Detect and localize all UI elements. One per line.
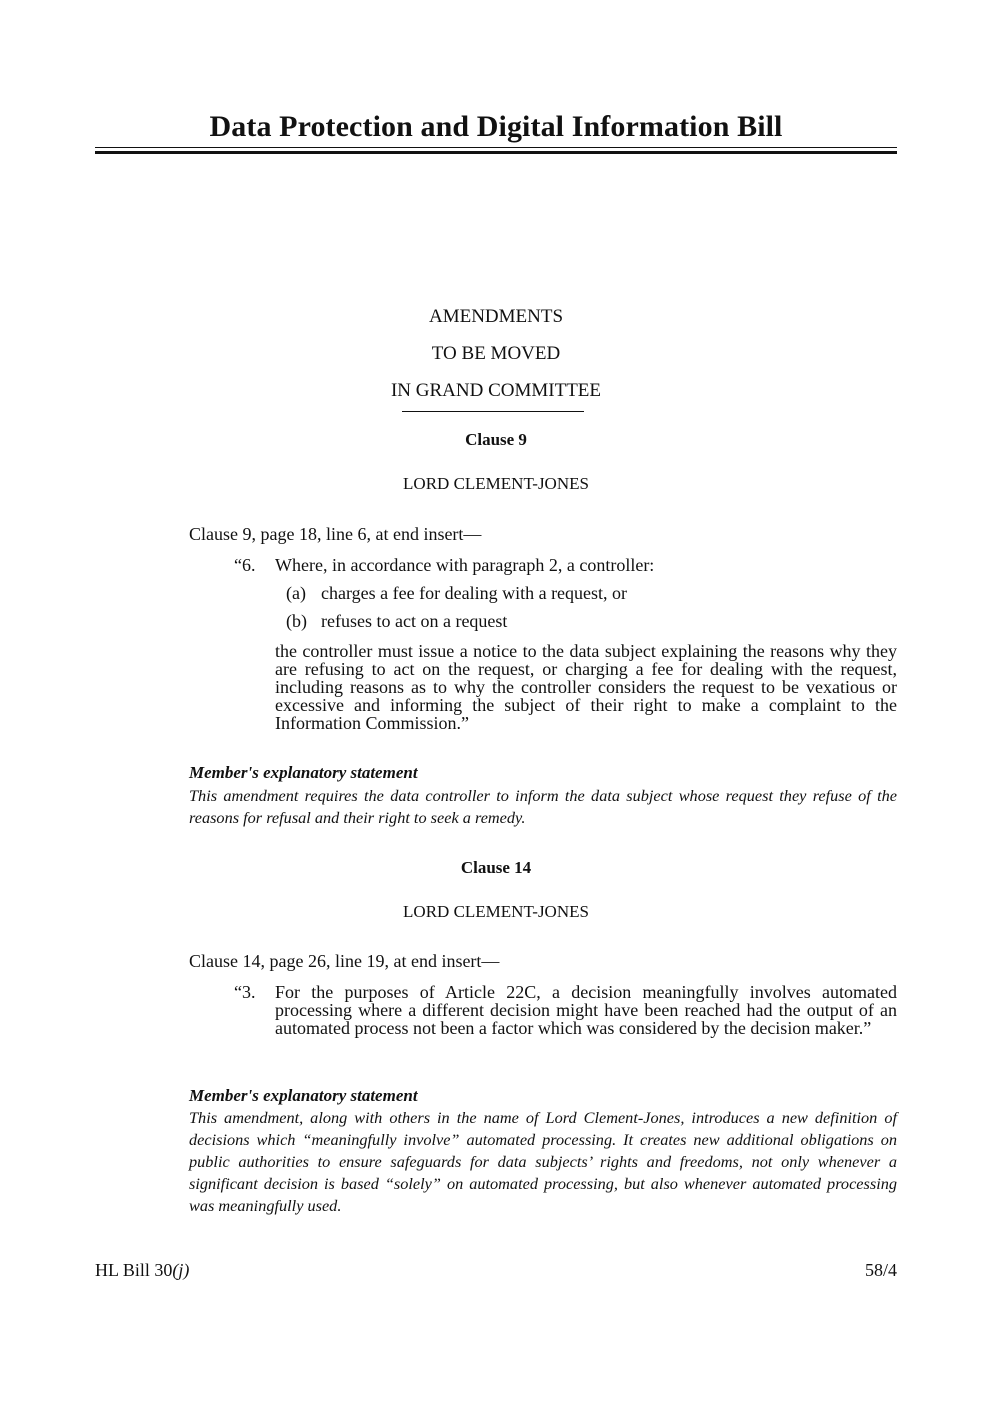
paragraph-text: Where, in accordance with paragraph 2, a controller: [275,555,655,575]
page-reference: 58/4 [864,1260,897,1280]
title-rule-thick [95,151,897,154]
sub-item-label: (b) [286,611,307,631]
sub-item-text: refuses to act on a request [321,611,508,631]
paragraph-number: “6. [234,555,256,575]
heading-amendments: AMENDMENTS [428,306,564,327]
clause-heading: Clause 9 [465,430,527,449]
member-name: LORD CLEMENT-JONES [403,474,589,493]
bill-title: Data Protection and Digital Information Bill [209,110,783,143]
continuation-text: the controller must issue a notice to the data subject explaining the reasons why they are refusing to act on the request, or charging a fee for dealing with the request, including reasons as to why the controller considers the request to be vexatious or excessive and informing the subject of their right to make a complaint to the Information Commission.” [275,641,897,733]
paragraph-number: “3. [234,982,256,1002]
bill-reference-suffix: (j) [172,1260,190,1280]
sub-item-text: charges a fee for dealing with a request, or [321,583,628,603]
clause-heading: Clause 14 [460,858,532,877]
explanatory-statement-title: Member's explanatory statement [189,1086,418,1105]
heading-rule [402,411,584,412]
heading-grand-committee: IN GRAND COMMITTEE [390,380,602,401]
title-rule-thin [95,147,897,148]
explanatory-statement-text: This amendment, along with others in the name of Lord Clement-Jones, introduces a new definition of decisions which “meaningfully involve” automated processing. It creates new additional obligations on public authorities to ensure safeguards for data subjects’ rights and freedoms, not only whenever a significant decision is based “solely” on automated processing, but also whenever automated processing was meaningfully used. [189,1108,897,1215]
bill-reference-prefix: HL Bill 30 [95,1260,173,1280]
amendment-instruction: Clause 14, page 26, line 19, at end insert— [189,951,500,971]
heading-to-be-moved: TO BE MOVED [431,343,561,364]
explanatory-statement-text: This amendment requires the data controller to inform the data subject whose request they refuse of the reasons for refusal and their right to seek a remedy. [189,786,897,827]
member-name: LORD CLEMENT-JONES [403,902,589,921]
sub-item-label: (a) [286,583,306,603]
amendment-instruction: Clause 9, page 18, line 6, at end insert— [189,524,482,544]
bill-reference [95,1260,189,1280]
explanatory-statement-title: Member's explanatory statement [189,763,418,782]
paragraph-text: For the purposes of Article 22C, a decision meaningfully involves automated processing where a different decision might have been reached had the output of an automated process not been a factor which was considered by the decision maker.” [275,982,897,1038]
